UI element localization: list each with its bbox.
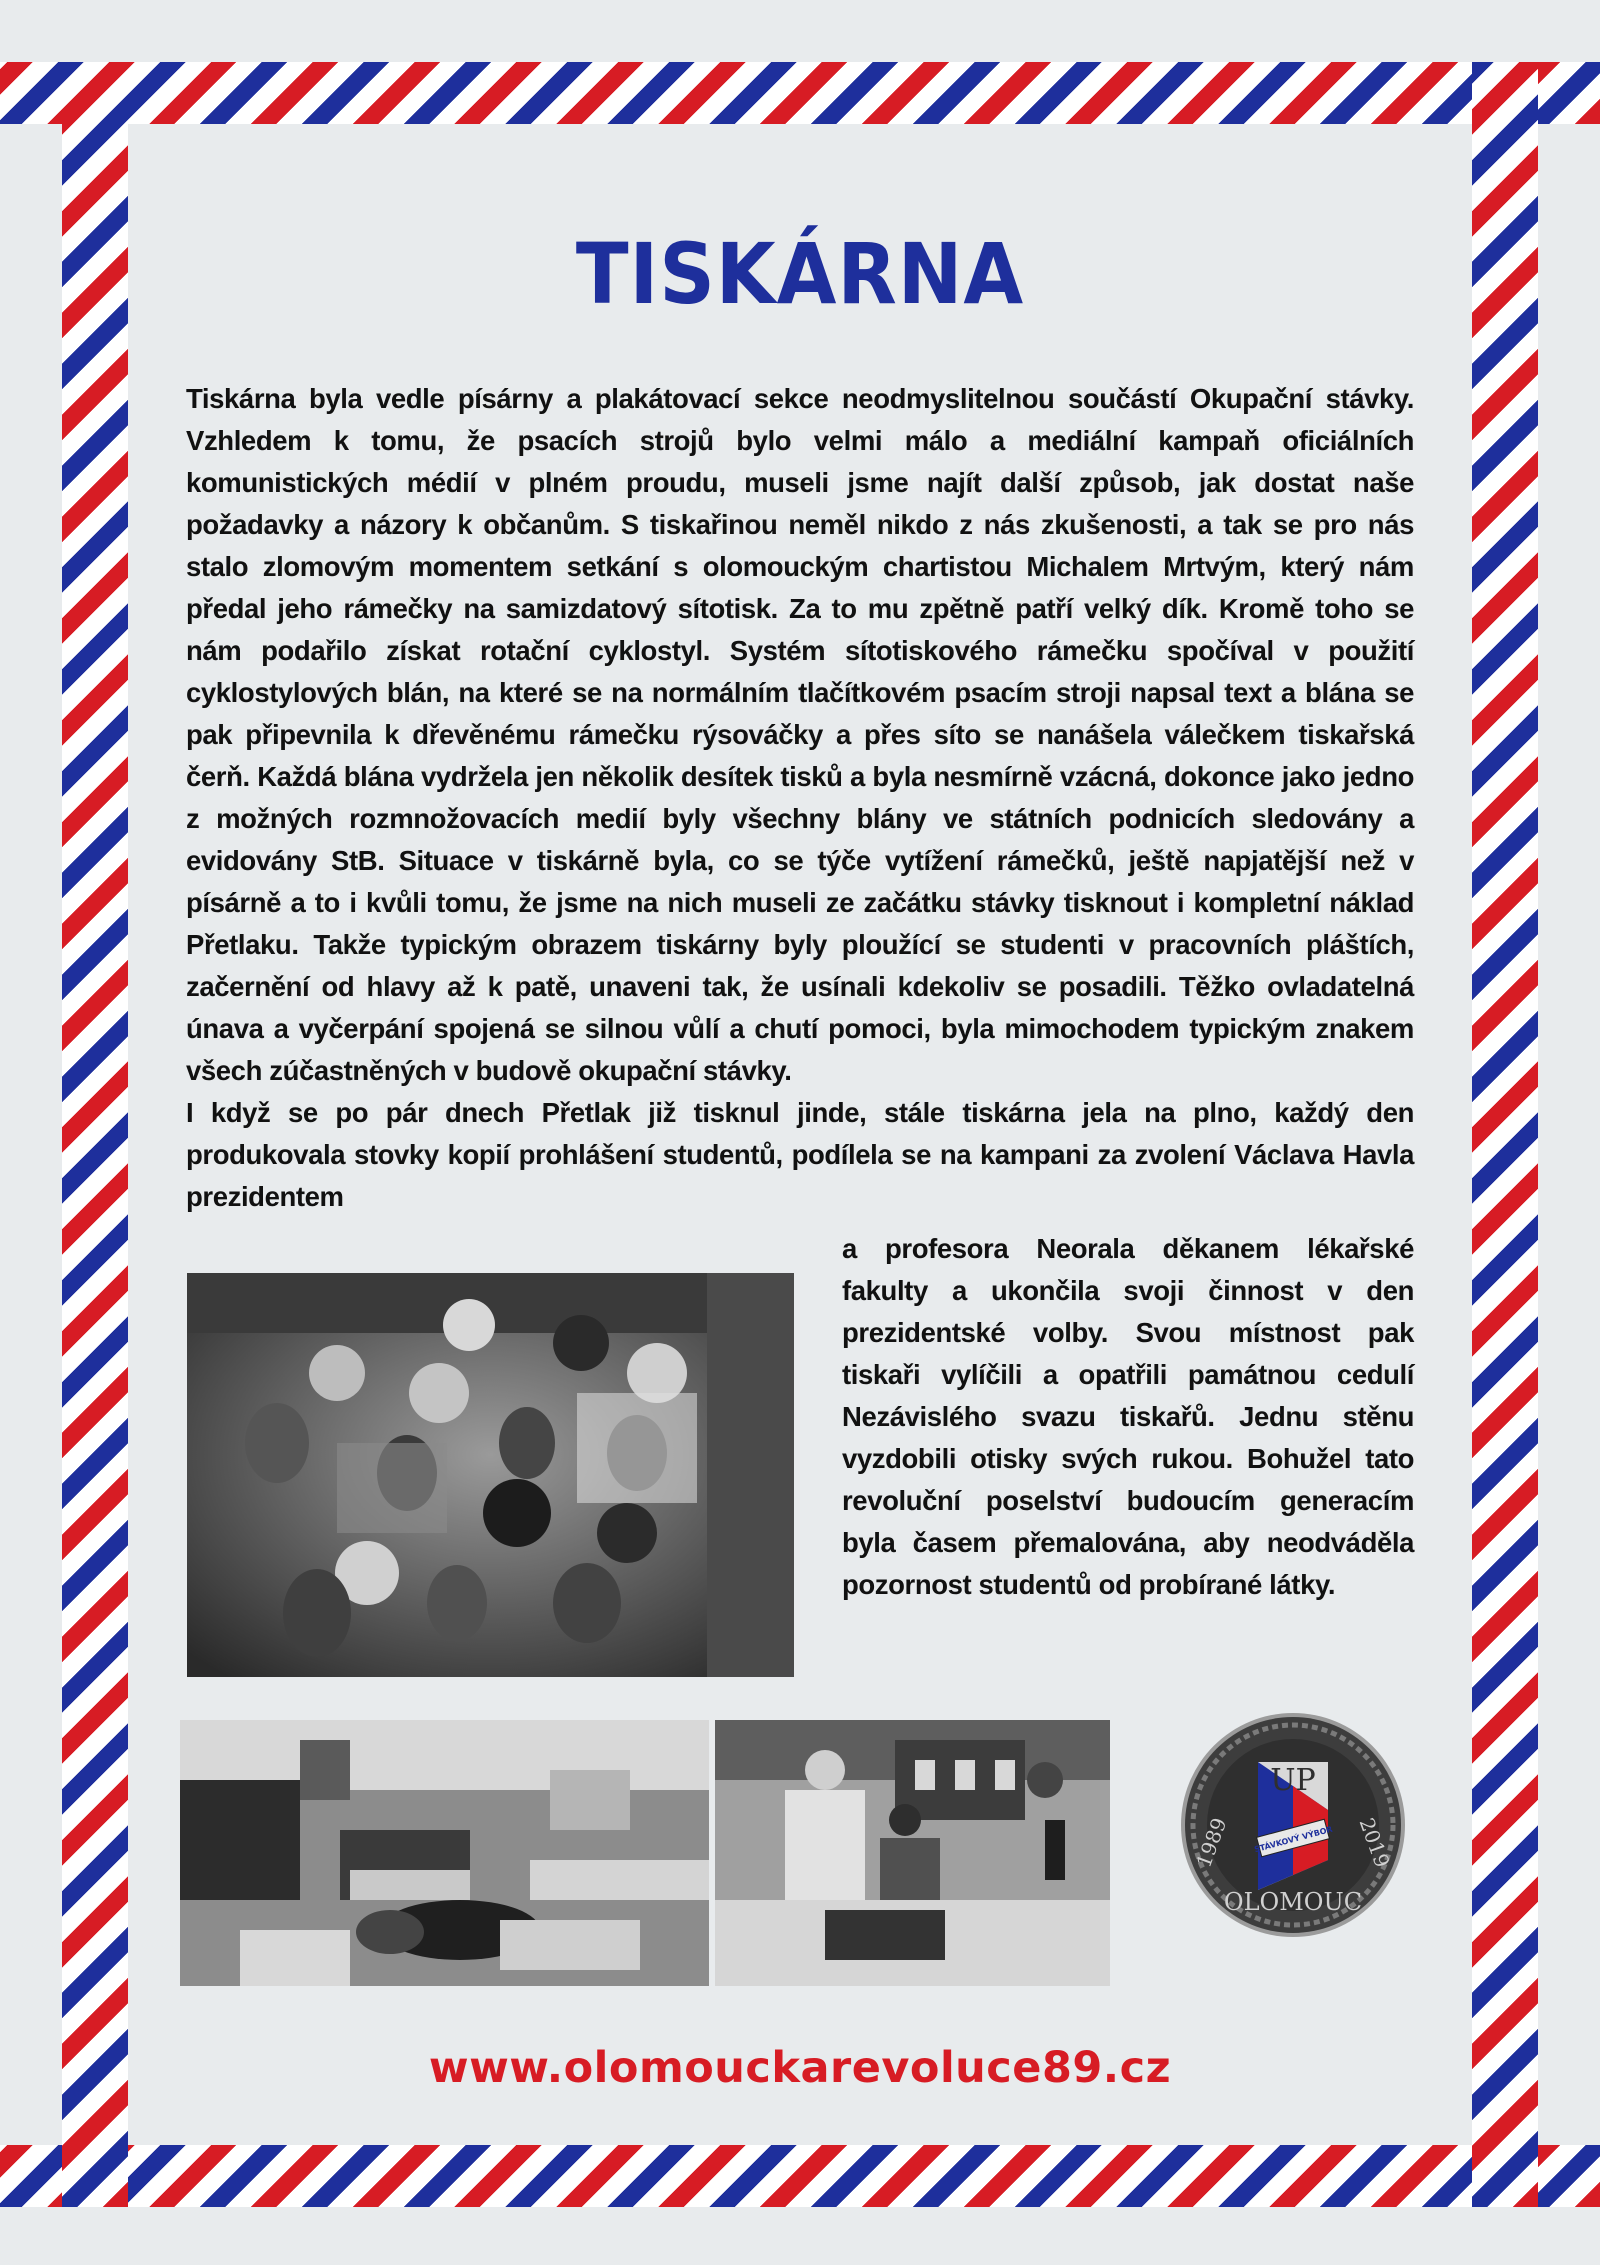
article-paragraph: Tiskárna byla vedle písárny a plakátovací sekce neodmyslitelnou součástí Okupační stávky. Vzhledem k tomu, že psacích strojů bylo velmi málo a mediální kampaň oficiálních komunistických médií v plném proudu, museli jsme najít další způsob, jak dostat naše požadavky a názory k občanům. S tiskařinou neměl nikdo z nás zkušenosti, a tak se pro nás stalo zlomovým momentem setkání s olomouckým chartistou Michalem Mrtvým, který nám předal jeho rámečky na samizdatový sítotisk. Za to mu zpětně patří velký dík. Kromě toho se nám podařilo získat rotační cyklostyl. Systém sítotiskového rámečku spočíval v použití cyklostylových blán, na které se na normálním tlačítkovém psacím stroji napsal text a blána se pak připevnila k dřevěnému rámečku rýsováčky a přes síto se nanášela válečkem tiskařská čerň. Každá blána vydržela jen několik desítek tisků a byla nesmírně vzácná, dokonce jako jedno z možných rozmnožovacích medií byly všechny blány ve státních podnicích sledovány a evidovány StB. Situace v tiskárně byla, co se týče vytížení rámečků, ještě napjatější než v písárně a to i kvůli tomu, že jsme na nich museli ze začátku stávky tisknout i kompletní náklad Přetlaku. Takže typickým obrazem tiskárny byly ploužící se studenti v pracovních pláštích, začernění od hlavy až k patě, unaveni tak, že usínali kdekoliv se posadili. Těžko ovladatelná únava a vyčerpání spojená se silnou vůlí a chutí pomoci, byla mimochodem typickým znakem všech zúčastněných v budově okupační stávky. — [186, 383, 1414, 1086]
badge-year-right: 2019 — [1354, 1814, 1395, 1871]
airmail-border-right — [1472, 62, 1538, 2207]
airmail-border-top — [0, 62, 1600, 124]
article-body — [186, 378, 1414, 1218]
badge-ribbon-text: STÁVKOVÝ VÝBOR — [1253, 1824, 1334, 1855]
airmail-border-bottom — [0, 2145, 1600, 2207]
badge-year-left: 1989 — [1191, 1814, 1232, 1871]
photo-sleeping-student — [180, 1720, 709, 1986]
website-link[interactable]: www.olomouckarevoluce89.cz — [428, 2043, 1172, 2093]
photo-students-inked-hands — [187, 1273, 794, 1677]
airmail-border-left — [62, 62, 128, 2207]
anniversary-badge — [1178, 1710, 1408, 1940]
article-paragraph: I když se po pár dnech Přetlak již tisknul jinde, stále tiskárna jela na plno, každý den produkovala stovky kopií prohlášení studentů, podílela se na kampani za zvolení Václava Havla prezidentem — [186, 1097, 1414, 1212]
photo-printers-at-work — [715, 1720, 1110, 1986]
badge-monogram: UP — [1270, 1763, 1316, 1798]
page-title: TISKÁRNA — [575, 225, 1025, 323]
article-paragraph-continued: a profesora Neorala děkanem lékařské fakulty a ukončila svoji činnost v den prezidentské volby. Svou místnost pak tiskaři vylíčili a opatřili památnou cedulí Nezávislého svazu tiskařů. Jednu stěnu vyzdobili otisky svých rukou. Bohužel tato revoluční poselství budoucím generacím byla časem přemalována, aby neodváděla pozornost studentů od probírané látky. — [842, 1233, 1414, 1600]
badge-city: OLOMOUC — [1223, 1888, 1363, 1916]
